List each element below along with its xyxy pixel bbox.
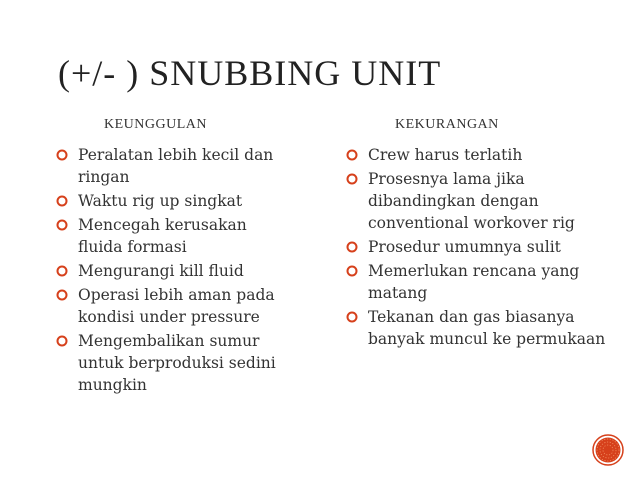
list-item	[342, 260, 612, 304]
list-item-text: Operasi lebih aman pada kondisi under pressure	[78, 286, 275, 326]
circle-bullet-icon	[346, 241, 358, 253]
disadvantages-heading: KEKURANGAN	[395, 117, 499, 132]
circle-bullet-icon	[346, 311, 358, 323]
list-item-text: Mengurangi kill fluid	[78, 262, 244, 280]
list-item	[342, 168, 612, 234]
list-item-text: Memerlukan rencana yang matang	[368, 262, 580, 302]
list-item-text: Waktu rig up singkat	[78, 192, 243, 210]
circle-bullet-icon	[346, 149, 358, 161]
circle-bullet-icon	[346, 265, 358, 277]
advantages-list	[52, 144, 292, 398]
list-item-text: Prosesnya lama jika dibandingkan dengan conventional workover rig	[368, 170, 575, 232]
circle-bullet-icon	[56, 149, 68, 161]
list-item	[342, 236, 612, 258]
circle-bullet-icon	[56, 219, 68, 231]
slide-title: (+/- ) SNUBBING UNIT	[58, 53, 442, 93]
list-item	[52, 190, 292, 212]
list-item-text: Prosedur umumnya sulit	[368, 238, 561, 256]
list-item-text: Mencegah kerusakan fluida formasi	[78, 216, 247, 256]
list-item	[52, 214, 292, 258]
disadvantages-list	[342, 144, 612, 352]
list-item	[52, 284, 292, 328]
list-item-text: Mengembalikan sumur untuk berproduksi sedini mungkin	[78, 332, 276, 394]
list-item	[52, 144, 292, 188]
list-item	[52, 330, 292, 396]
list-item	[52, 260, 292, 282]
circle-bullet-icon	[56, 335, 68, 347]
list-item-text: Peralatan lebih kecil dan ringan	[78, 146, 274, 186]
list-item-text: Crew harus terlatih	[368, 146, 523, 164]
corner-circle-icon	[592, 434, 624, 466]
circle-bullet-icon	[346, 173, 358, 185]
circle-bullet-icon	[56, 195, 68, 207]
circle-bullet-icon	[56, 289, 68, 301]
advantages-heading: KEUNGGULAN	[104, 117, 207, 132]
list-item	[342, 306, 612, 350]
list-item-text: Tekanan dan gas biasanya banyak muncul ke permukaan	[368, 308, 606, 348]
circle-bullet-icon	[56, 265, 68, 277]
list-item	[342, 144, 612, 166]
